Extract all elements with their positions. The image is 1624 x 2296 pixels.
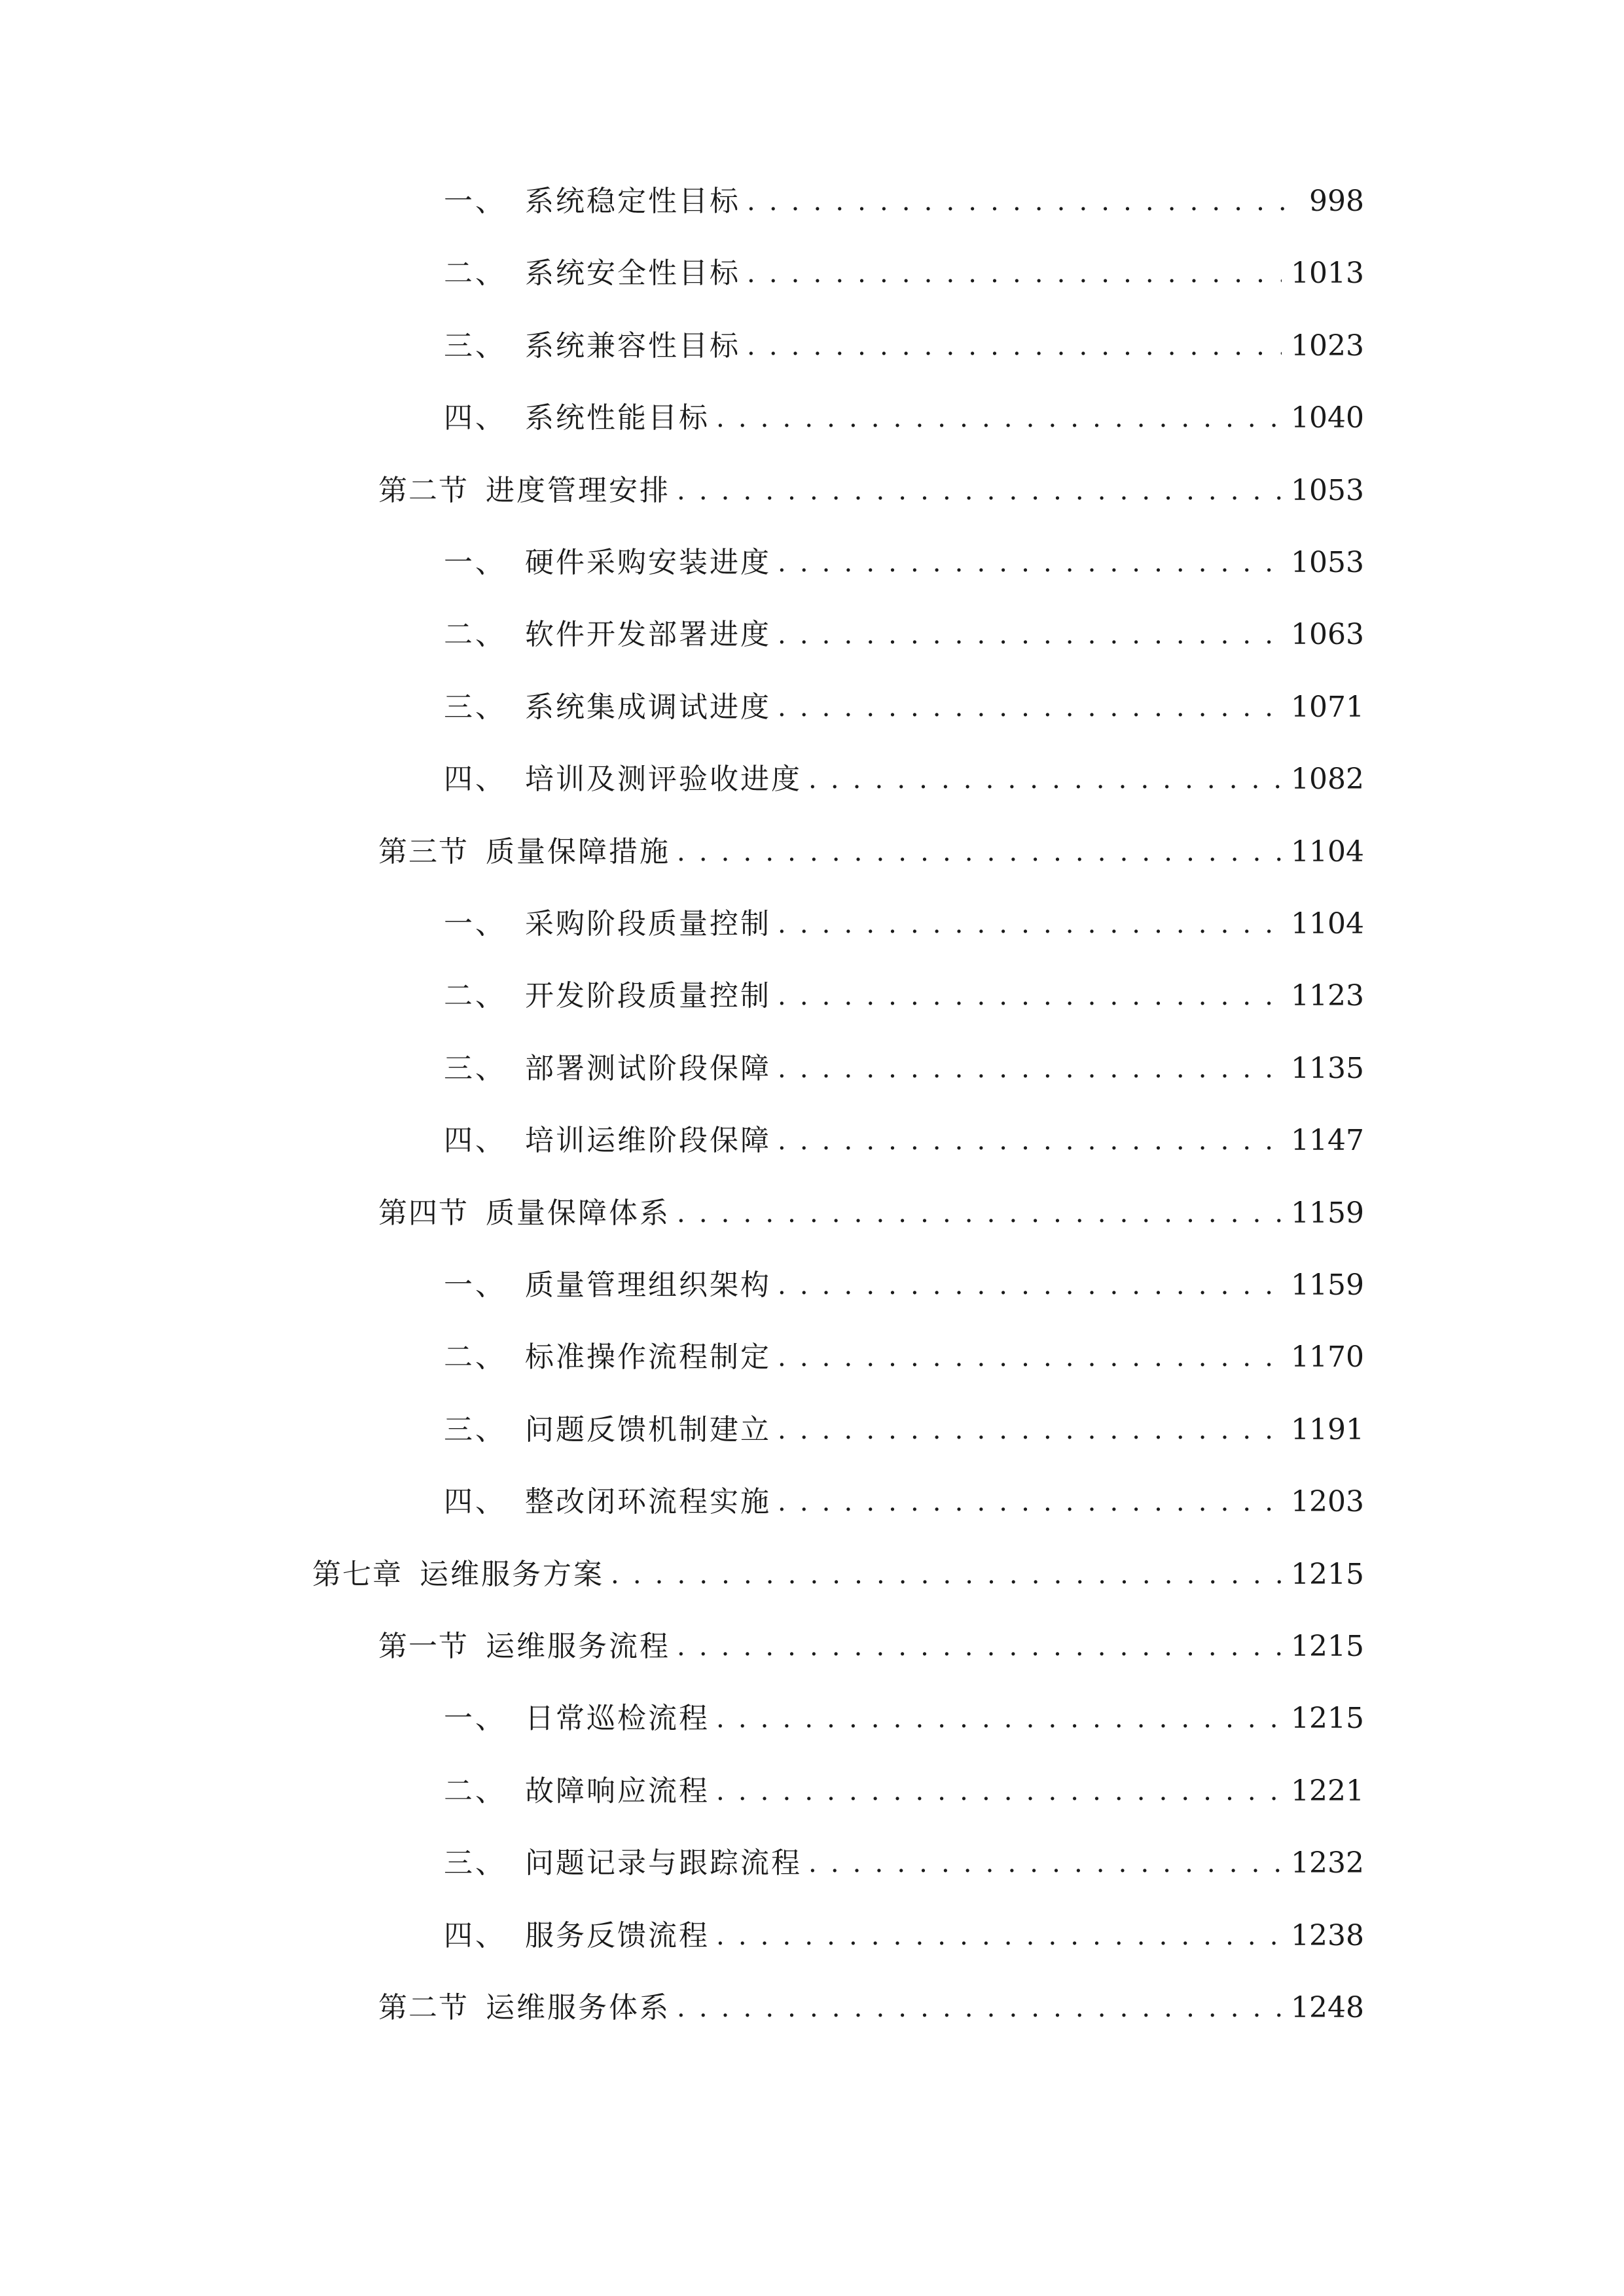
toc-dot-leader (677, 1627, 1282, 1666)
toc-dot-leader (778, 1266, 1282, 1305)
toc-dot-leader (778, 1338, 1282, 1377)
toc-entry[interactable] (312, 1542, 1364, 1594)
toc-dot-leader (716, 1916, 1282, 1956)
toc-entry[interactable] (378, 1975, 1364, 2028)
toc-page-number: 1104 (1291, 835, 1364, 869)
toc-entry-number: 一、 (444, 185, 507, 218)
toc-entry[interactable] (444, 1397, 1364, 1450)
toc-dot-leader (747, 182, 1300, 221)
toc-entry-title: 运维服务体系 (486, 1991, 670, 2024)
toc-dot-leader (808, 1844, 1282, 1883)
toc-entry[interactable] (444, 675, 1364, 727)
toc-entry-number: 二、 (444, 979, 507, 1013)
toc-entry[interactable] (444, 963, 1364, 1016)
toc-dot-leader (677, 1194, 1282, 1233)
toc-page-number: 998 (1309, 185, 1364, 218)
toc-entry-number: 三、 (444, 1052, 507, 1085)
toc-entry-title: 硬件采购安装进度 (525, 546, 771, 579)
toc-entry-title: 问题反馈机制建立 (525, 1413, 771, 1446)
toc-page-number: 1053 (1291, 546, 1364, 579)
toc-page-number: 1170 (1291, 1340, 1364, 1374)
toc-entry[interactable] (378, 1614, 1364, 1666)
toc-entry[interactable] (378, 458, 1364, 511)
toc-page-number: 1147 (1291, 1124, 1364, 1157)
toc-page-number: 1159 (1291, 1196, 1364, 1230)
toc-entry-number: 二、 (444, 618, 507, 651)
toc-entry-number: 二、 (444, 1774, 507, 1808)
toc-entry-title: 故障响应流程 (525, 1774, 710, 1808)
toc-entry-number: 四、 (444, 762, 507, 796)
toc-dot-leader (778, 905, 1282, 944)
toc-entry-title: 系统性能目标 (525, 401, 710, 435)
toc-page-number: 1123 (1291, 979, 1364, 1013)
toc-entry-title: 整改闭环流程实施 (525, 1485, 771, 1518)
toc-entry-title: 开发阶段质量控制 (525, 979, 771, 1013)
toc-entry-number: 一、 (444, 1268, 507, 1302)
toc-entry[interactable] (444, 602, 1364, 655)
toc-entry[interactable] (444, 1469, 1364, 1522)
toc-entry-number: 第四节 (378, 1196, 469, 1230)
toc-entry[interactable] (444, 530, 1364, 583)
toc-entry-title: 运维服务流程 (486, 1630, 670, 1663)
toc-page-number: 1013 (1291, 257, 1364, 290)
toc-entry-title: 服务反馈流程 (525, 1919, 710, 1952)
toc-page-number: 1104 (1291, 907, 1364, 941)
toc-dot-leader (778, 615, 1282, 655)
toc-entry[interactable] (444, 747, 1364, 799)
toc-entry-number: 第一节 (378, 1630, 469, 1663)
toc-page-number: 1135 (1291, 1052, 1364, 1085)
toc-page-number: 1040 (1291, 401, 1364, 435)
toc-entry-number: 三、 (444, 329, 507, 363)
toc-dot-leader (716, 1772, 1282, 1811)
toc-entry-title: 系统兼容性目标 (525, 329, 740, 363)
toc-page-number: 1071 (1291, 691, 1364, 724)
toc-entry[interactable] (444, 1831, 1364, 1883)
toc-dot-leader (747, 327, 1282, 366)
toc-page-number: 1053 (1291, 474, 1364, 507)
toc-entry-number: 二、 (444, 257, 507, 290)
toc-dot-leader (778, 1482, 1282, 1522)
toc-dot-leader (778, 1049, 1282, 1088)
toc-page-number: 1248 (1291, 1991, 1364, 2024)
toc-entry-title: 系统安全性目标 (525, 257, 740, 290)
toc-entry[interactable] (378, 1181, 1364, 1233)
toc-page-number: 1215 (1291, 1702, 1364, 1735)
toc-page-number: 1238 (1291, 1919, 1364, 1952)
toc-page-number: 1215 (1291, 1558, 1364, 1591)
toc-entry-title: 部署测试阶段保障 (525, 1052, 771, 1085)
toc-dot-leader (778, 977, 1282, 1016)
toc-entry[interactable] (444, 1253, 1364, 1305)
toc-entry[interactable] (444, 386, 1364, 438)
toc-entry-number: 三、 (444, 691, 507, 724)
toc-entry-number: 第二节 (378, 1991, 469, 2024)
toc-entry-title: 质量保障体系 (486, 1196, 670, 1230)
toc-page-number: 1159 (1291, 1268, 1364, 1302)
toc-dot-leader (716, 399, 1282, 438)
toc-entry[interactable] (444, 1759, 1364, 1811)
toc-entry[interactable] (444, 1325, 1364, 1377)
toc-entry[interactable] (444, 241, 1364, 293)
toc-entry[interactable] (444, 314, 1364, 366)
toc-page-number: 1203 (1291, 1485, 1364, 1518)
toc-entry-title: 培训及测评验收进度 (525, 762, 802, 796)
toc-entry-number: 三、 (444, 1846, 507, 1880)
toc-entry-title: 标准操作流程制定 (525, 1340, 771, 1374)
toc-entry-number: 二、 (444, 1340, 507, 1374)
toc-entry-title: 系统集成调试进度 (525, 691, 771, 724)
toc-entry[interactable] (444, 891, 1364, 944)
toc-dot-leader (677, 1988, 1282, 2028)
toc-entry-number: 四、 (444, 1919, 507, 1952)
toc-dot-leader (778, 688, 1282, 727)
toc-page-number: 1191 (1291, 1413, 1364, 1446)
toc-entry-title: 日常巡检流程 (525, 1702, 710, 1735)
toc-dot-leader (611, 1555, 1282, 1594)
toc-entry[interactable] (444, 169, 1364, 221)
toc-entry[interactable] (444, 1686, 1364, 1738)
toc-dot-leader (677, 833, 1282, 872)
toc-dot-leader (716, 1699, 1282, 1738)
toc-entry-number: 四、 (444, 401, 507, 435)
toc-dot-leader (778, 543, 1282, 583)
toc-entry-title: 软件开发部署进度 (525, 618, 771, 651)
toc-dot-leader (778, 1121, 1282, 1160)
toc-dot-leader (747, 254, 1282, 293)
toc-page-number: 1215 (1291, 1630, 1364, 1663)
toc-entry-title: 系统稳定性目标 (525, 185, 740, 218)
toc-dot-leader (778, 1410, 1282, 1450)
toc-entry-number: 四、 (444, 1124, 507, 1157)
toc-entry-title: 运维服务方案 (420, 1558, 604, 1591)
toc-entry[interactable] (444, 1903, 1364, 1956)
toc-entry[interactable] (444, 1036, 1364, 1088)
toc-entry-title: 质量管理组织架构 (525, 1268, 771, 1302)
toc-entry[interactable] (444, 1108, 1364, 1160)
toc-entry-title: 问题记录与跟踪流程 (525, 1846, 802, 1880)
toc-dot-leader (808, 760, 1282, 799)
toc-entry-title: 培训运维阶段保障 (525, 1124, 771, 1157)
toc-entry-title: 采购阶段质量控制 (525, 907, 771, 941)
toc-entry-title: 质量保障措施 (486, 835, 670, 869)
toc-entry-number: 一、 (444, 907, 507, 941)
toc-entry-number: 四、 (444, 1485, 507, 1518)
toc-entry-title: 进度管理安排 (486, 474, 670, 507)
toc-dot-leader (677, 471, 1282, 511)
toc-entry-number: 一、 (444, 546, 507, 579)
toc-page-number: 1232 (1291, 1846, 1364, 1880)
toc-page-number: 1063 (1291, 618, 1364, 651)
toc-page-number: 1023 (1291, 329, 1364, 363)
toc-page-number: 1082 (1291, 762, 1364, 796)
toc-entry-number: 第二节 (378, 474, 469, 507)
toc-page-number: 1221 (1291, 1774, 1364, 1808)
toc-entry-number: 第三节 (378, 835, 469, 869)
toc-entry-number: 一、 (444, 1702, 507, 1735)
toc-entry-number: 第七章 (312, 1558, 403, 1591)
toc-entry-number: 三、 (444, 1413, 507, 1446)
toc-entry[interactable] (378, 819, 1364, 872)
